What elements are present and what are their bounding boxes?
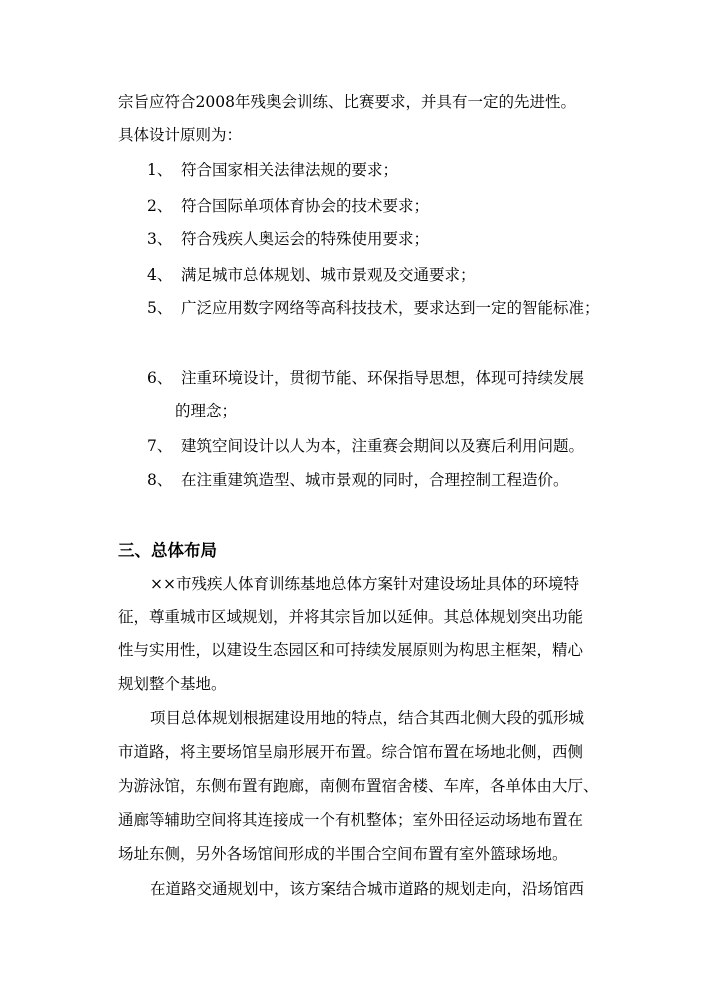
principle-number: 4、 — [147, 266, 173, 284]
principle-text: 满足城市总体规划、城市景观及交通要求； — [181, 266, 476, 284]
para2-line-4: 通廊等辅助空间将其连接成一个有机整体；室外田径运动场地布置在 — [118, 811, 584, 829]
intro-line-1: 宗旨应符合2008年残奥会训练、比赛要求，并具有一定的先进性。 — [118, 93, 576, 111]
principle-number: 6、 — [147, 369, 173, 387]
principle-item-4 — [147, 265, 476, 285]
principle-item-6 — [147, 368, 584, 388]
para1-line-3: 性与实用性，以建设生态园区和可持续发展原则为构思主框架，精心 — [118, 641, 584, 659]
principle-number: 3、 — [147, 230, 173, 248]
principle-text: 广泛应用数字网络等高科技技术，要求达到一定的智能标准； — [181, 299, 600, 317]
principle-item-6-continuation: 的理念； — [175, 402, 238, 420]
principle-text: 注重环境设计，贯彻节能、环保指导思想，体现可持续发展 — [181, 369, 585, 387]
principle-item-5 — [147, 298, 600, 318]
intro-line-2: 具体设计原则为： — [118, 126, 243, 144]
para1-line-4: 规划整个基地。 — [118, 675, 227, 693]
principle-number: 2、 — [147, 197, 173, 215]
para2-line-3: 为游泳馆，东侧布置有跑廊，南侧布置宿舍楼、车库，各单体由大厅、 — [118, 777, 599, 795]
principle-number: 5、 — [147, 299, 173, 317]
principle-text: 符合国际单项体育协会的技术要求； — [181, 197, 430, 215]
principle-item-8 — [147, 470, 569, 490]
principle-number: 8、 — [147, 471, 173, 489]
principle-text: 符合残疾人奥运会的特殊使用要求； — [181, 230, 430, 248]
para2-line-5: 场址东侧，另外各场馆间形成的半围合空间布置有室外篮球场地。 — [118, 845, 568, 863]
principle-number: 7、 — [147, 437, 173, 455]
principle-item-3 — [147, 229, 429, 249]
principle-item-2 — [147, 196, 429, 216]
principle-number: 1、 — [147, 161, 173, 179]
section-heading: 三、总体布局 — [118, 541, 217, 560]
principle-text: 建筑空间设计以人为本，注重赛会期间以及赛后利用问题。 — [181, 437, 585, 455]
principle-item-7 — [147, 436, 584, 456]
para1-line-1: ××市残疾人体育训练基地总体方案针对建设场址具体的环境特 — [150, 575, 579, 593]
principle-text: 符合国家相关法律法规的要求； — [181, 161, 399, 179]
principle-text: 在注重建筑造型、城市景观的同时，合理控制工程造价。 — [181, 471, 569, 489]
para2-line-1: 项目总体规划根据建设用地的特点，结合其西北侧大段的弧形城 — [150, 709, 585, 727]
para1-line-2: 征，尊重城市区域规划，并将其宗旨加以延伸。其总体规划突出功能 — [118, 608, 584, 626]
para3-line-1: 在道路交通规划中，该方案结合城市道路的规划走向，沿场馆西 — [150, 880, 585, 898]
para2-line-2: 市道路，将主要场馆呈扇形展开布置。综合馆布置在场地北侧，西侧 — [118, 743, 584, 761]
principle-item-1 — [147, 160, 398, 180]
